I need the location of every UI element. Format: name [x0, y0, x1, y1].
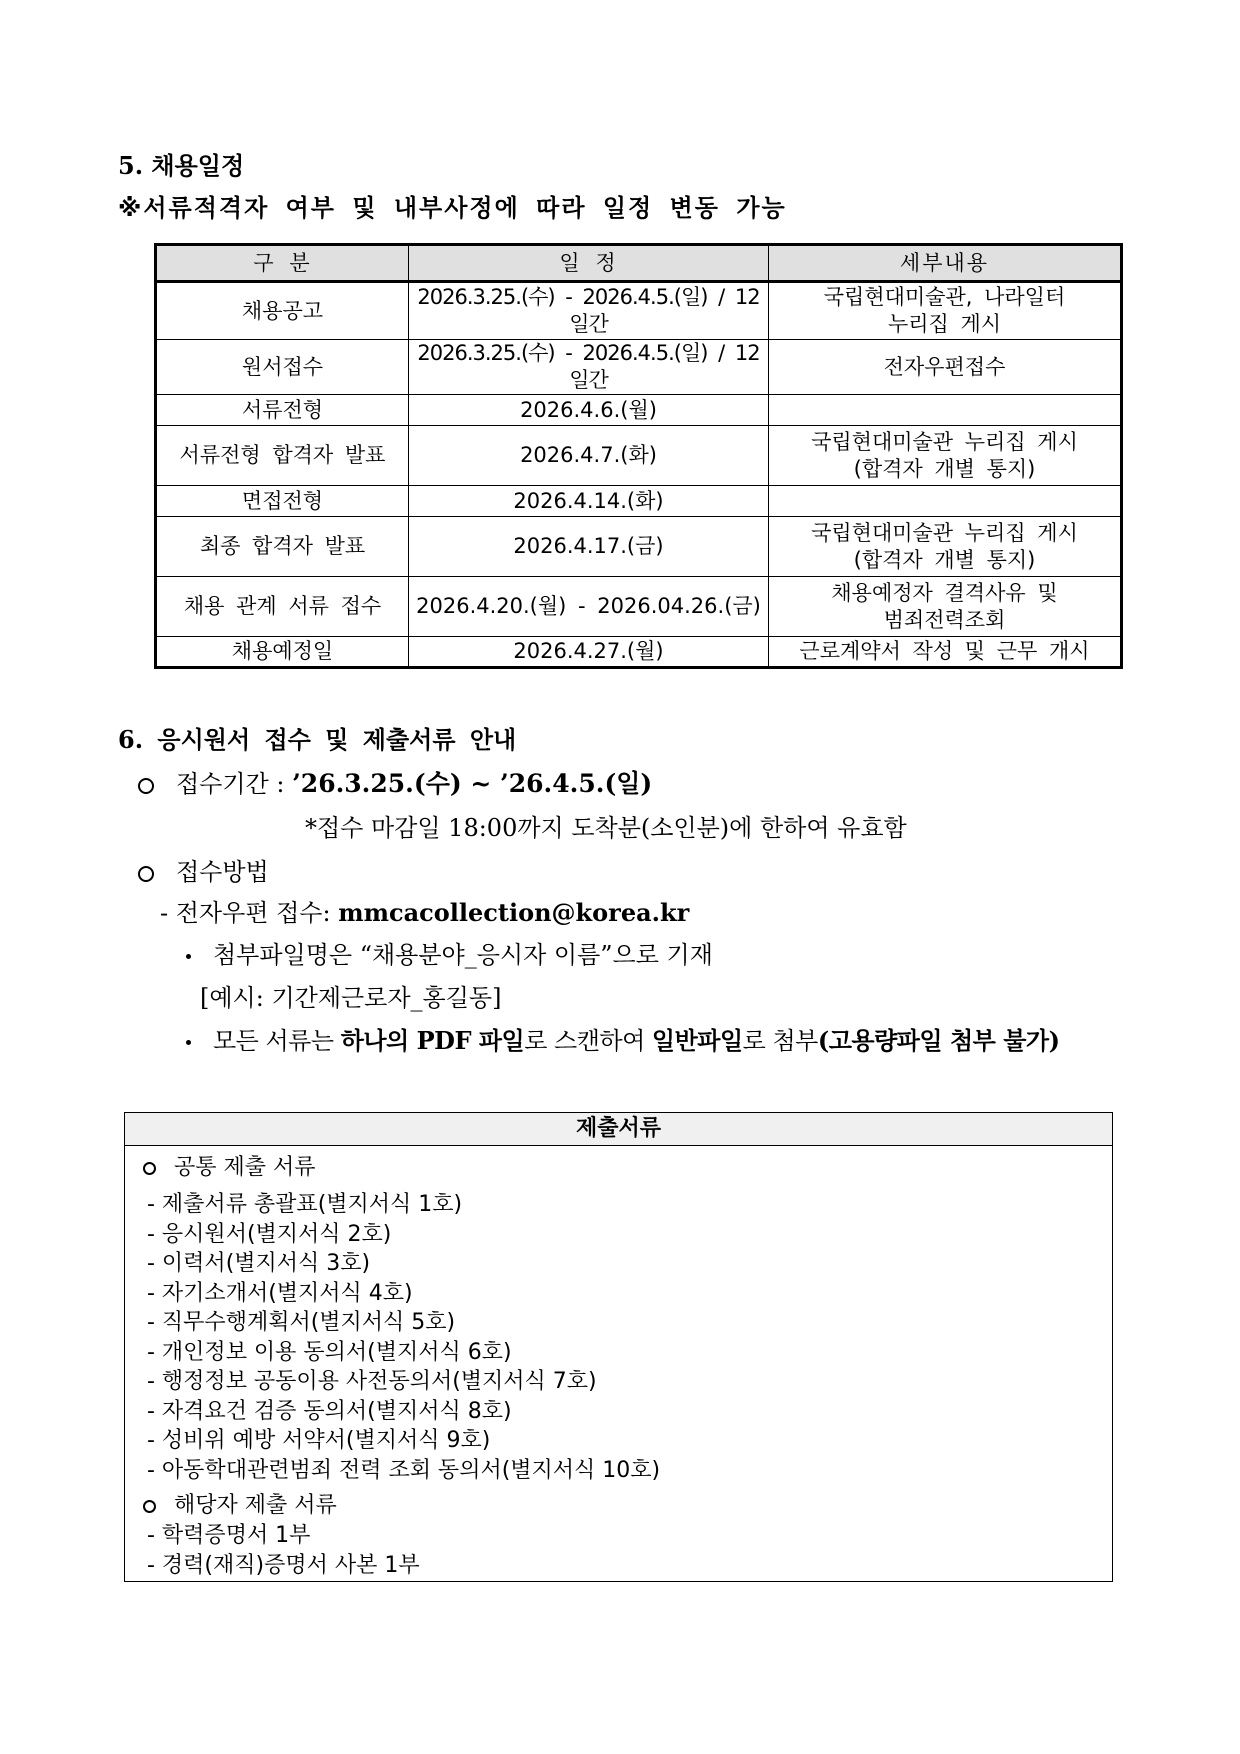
circle-bullet-icon	[143, 1500, 156, 1513]
row-category: 채용공고	[156, 282, 409, 340]
list-item: - 직무수행계획서(별지서식 5호)	[147, 1310, 456, 1335]
schedule-table-header	[156, 245, 1122, 282]
header-category: 구 분	[156, 245, 409, 282]
row-category: 서류전형	[156, 395, 409, 426]
row-schedule: 2026.3.25.(수) - 2026.4.5.(일) / 12일간	[409, 282, 769, 340]
attach-rule	[186, 1021, 1059, 1056]
row-schedule: 2026.4.17.(금)	[409, 517, 769, 577]
circle-bullet-icon	[138, 866, 154, 882]
row-category: 채용 관계 서류 접수	[156, 577, 409, 637]
row-detail	[769, 395, 1122, 426]
table-row	[156, 637, 1122, 668]
table-row	[156, 282, 1122, 340]
method-line	[138, 852, 269, 887]
row-detail: 전자우편접수	[769, 340, 1122, 395]
row-schedule: 2026.4.7.(화)	[409, 426, 769, 486]
common-docs-label	[143, 1153, 1112, 1183]
circle-bullet-icon	[143, 1162, 156, 1175]
list-item: - 성비위 예방 서약서(별지서식 9호)	[147, 1428, 491, 1453]
period-value: ’26.3.25.(수) ~ ’26.4.5.(일)	[292, 769, 653, 798]
table-row	[156, 577, 1122, 637]
table-row	[156, 486, 1122, 517]
list-item: - 경력(재직)증명서 사본 1부	[147, 1552, 420, 1578]
common-docs-label-text: 공통 제출 서류	[174, 1155, 316, 1180]
table-row	[156, 426, 1122, 486]
row-detail: 국립현대미술관 누리집 게시 (합격자 개별 통지)	[769, 517, 1122, 577]
header-detail: 세부내용	[769, 245, 1122, 282]
period-note: *접수 마감일 18:00까지 도착분(소인분)에 한하여 유효함	[305, 814, 907, 842]
email-line	[160, 893, 689, 928]
row-category: 채용예정일	[156, 637, 409, 668]
documents-title: 제출서류	[125, 1113, 1112, 1146]
applicable-docs-label-text: 해당자 제출 서류	[174, 1493, 337, 1518]
row-schedule: 2026.4.27.(월)	[409, 637, 769, 668]
attach-rule-bold: (고용량파일 첨부 불가)	[817, 1026, 1060, 1055]
list-item: - 아동학대관련범죄 전력 조회 동의서(별지서식 10호)	[147, 1457, 661, 1483]
header-schedule: 일 정	[409, 245, 769, 282]
dot-bullet-icon	[186, 1040, 191, 1045]
list-item: - 응시원서(별지서식 2호)	[147, 1221, 392, 1247]
row-detail: 채용예정자 결격사유 및 범죄전력조회	[769, 577, 1122, 637]
file-name-example: [예시: 기간제근로자_홍길동]	[200, 984, 502, 1012]
schedule-table	[154, 243, 1123, 669]
row-detail: 국립현대미술관 누리집 게시 (합격자 개별 통지)	[769, 426, 1122, 486]
list-item: - 자격요건 검증 동의서(별지서식 8호)	[147, 1398, 512, 1424]
row-schedule: 2026.4.14.(화)	[409, 486, 769, 517]
attach-rule-text: 로 첨부	[742, 1027, 818, 1055]
email-label: - 전자우편 접수:	[160, 899, 339, 927]
email-address-link[interactable]: mmcacollection@korea.kr	[338, 898, 690, 927]
row-detail	[769, 486, 1122, 517]
section-6-title: 6. 응시원서 접수 및 제출서류 안내	[118, 725, 517, 754]
documents-box	[124, 1112, 1113, 1582]
attach-rule-bold: 하나의 PDF 파일	[340, 1026, 525, 1055]
method-label: 접수방법	[176, 858, 269, 886]
applicable-docs-label	[143, 1491, 1112, 1521]
row-schedule: 2026.4.6.(월)	[409, 395, 769, 426]
list-item: - 개인정보 이용 동의서(별지서식 6호)	[147, 1339, 512, 1365]
row-category: 최종 합격자 발표	[156, 517, 409, 577]
row-schedule: 2026.4.20.(월) - 2026.04.26.(금)	[409, 577, 769, 637]
list-item: - 학력증명서 1부	[147, 1523, 311, 1548]
section-5-title: 5. 채용일정	[118, 151, 245, 180]
schedule-change-note: ※서류적격자 여부 및 내부사정에 따라 일정 변동 가능	[118, 194, 787, 222]
dot-bullet-icon	[186, 954, 191, 959]
table-row	[156, 395, 1122, 426]
attach-rule-text: 모든 서류는	[213, 1027, 341, 1055]
list-item: - 자기소개서(별지서식 4호)	[147, 1280, 413, 1306]
period-label: 접수기간 :	[176, 770, 293, 798]
table-row	[156, 340, 1122, 395]
attach-rule-bold: 일반파일	[651, 1026, 743, 1055]
period-line	[138, 764, 652, 800]
list-item: - 제출서류 총괄표(별지서식 1호)	[147, 1192, 463, 1217]
row-category: 면접전형	[156, 486, 409, 517]
row-category: 원서접수	[156, 340, 409, 395]
row-detail: 국립현대미술관, 나라일터 누리집 게시	[769, 282, 1122, 340]
file-name-rule	[186, 935, 713, 970]
attach-rule-text: 로 스캔하여	[524, 1027, 652, 1055]
row-detail: 근로계약서 작성 및 근무 개시	[769, 637, 1122, 668]
row-category: 서류전형 합격자 발표	[156, 426, 409, 486]
row-schedule: 2026.3.25.(수) - 2026.4.5.(일) / 12일간	[409, 340, 769, 395]
list-item: - 행정정보 공동이용 사전동의서(별지서식 7호)	[147, 1369, 597, 1394]
table-row	[156, 517, 1122, 577]
circle-bullet-icon	[138, 778, 154, 794]
list-item: - 이력서(별지서식 3호)	[147, 1251, 371, 1276]
file-name-rule-text: 첨부파일명은 “채용분야_응시자 이름”으로 기재	[213, 941, 713, 969]
